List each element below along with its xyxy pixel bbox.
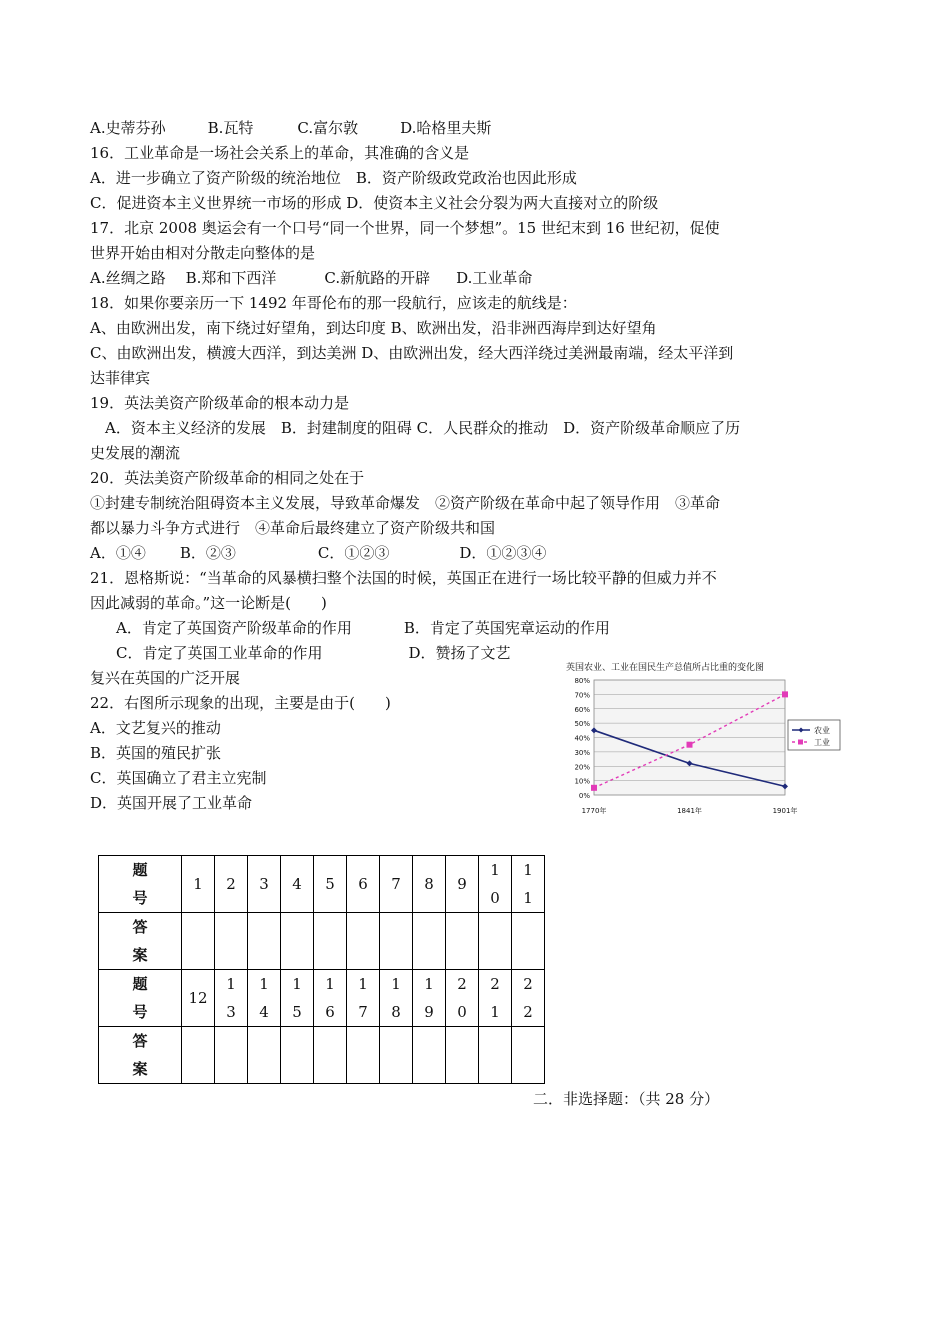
q16-options-line2: C．促进资本主义世界统一市场的形成 D．使资本主义社会分裂为两大直接对立的阶级 — [90, 194, 659, 212]
q18-options-line3: 达菲律宾 — [90, 369, 151, 387]
answer-cell[interactable] — [314, 1027, 347, 1084]
header-question-no: 题 号 — [99, 970, 182, 1027]
x-tick-label: 1901年 — [772, 807, 798, 815]
answer-cell[interactable] — [215, 913, 248, 970]
table-row-q1 — [99, 856, 545, 913]
q21-options-cd — [90, 643, 511, 663]
question-number-cell: 3 — [248, 856, 281, 913]
question-number-cell: 2 — [215, 856, 248, 913]
header-answer: 答 案 — [99, 913, 182, 970]
q21-option-d: D．赞扬了文艺 — [408, 644, 511, 662]
legend-label: 工业 — [814, 738, 830, 747]
q21-option-a: A．肯定了英国资产阶级革命的作用 — [116, 619, 352, 637]
answer-cell[interactable] — [413, 1027, 446, 1084]
answer-cell[interactable] — [248, 913, 281, 970]
y-tick-label: 20% — [574, 763, 590, 772]
q15-option-d: D.哈格里夫斯 — [400, 119, 492, 137]
table-row-q2 — [99, 970, 545, 1027]
q20-items-line2: 都以暴力斗争方式进行 ④革命后最终建立了资产阶级共和国 — [90, 519, 496, 537]
q20-option-d: D．①②③④ — [459, 544, 547, 562]
y-tick-label: 50% — [574, 720, 590, 729]
q20-stem: 20．英法美资产阶级革命的相同之处在于 — [90, 469, 365, 487]
data-point-industry — [591, 785, 597, 791]
legend-marker — [798, 740, 803, 745]
answer-cell[interactable] — [281, 1027, 314, 1084]
q17-stem-line1: 17．北京 2008 奥运会有一个口号“同一个世界，同一个梦想”。15 世纪末到 16 世纪初，促使 — [90, 219, 720, 237]
q21-options-ab — [90, 618, 610, 638]
y-tick-label: 40% — [574, 734, 590, 743]
y-tick-label: 80% — [574, 677, 590, 685]
answer-table — [98, 855, 545, 1084]
table-row-a1 — [99, 913, 545, 970]
q15-option-c: C.富尔敦 — [297, 119, 359, 137]
q22-stem: 22．右图所示现象的出现，主要是由于( ) — [90, 694, 391, 712]
question-number-cell: 1 8 — [380, 970, 413, 1027]
q17-option-b: B.郑和下西洋 — [185, 269, 277, 287]
question-number-cell: 9 — [446, 856, 479, 913]
x-tick-label: 1770年 — [581, 807, 607, 815]
question-number-cell: 1 0 — [479, 856, 512, 913]
y-tick-label: 10% — [574, 777, 590, 786]
question-number-cell: 1 1 — [512, 856, 545, 913]
q15-options — [90, 118, 491, 138]
q16-options-line1: A．进一步确立了资产阶级的统治地位 B．资产阶级政党政治也因此形成 — [90, 169, 577, 187]
answer-cell[interactable] — [479, 1027, 512, 1084]
q17-option-d: D.工业革命 — [456, 269, 533, 287]
chart-y-ticks — [574, 677, 590, 800]
q21-option-d-continued: 复兴在英国的广泛开展 — [90, 669, 241, 687]
q21-stem-line2: 因此减弱的革命。”这一论断是( ) — [90, 594, 327, 612]
question-number-cell: 1 3 — [215, 970, 248, 1027]
q17-options — [90, 268, 532, 288]
answer-cell[interactable] — [347, 913, 380, 970]
y-tick-label: 60% — [574, 705, 590, 714]
data-point-industry — [687, 742, 693, 748]
header-question-no: 题 号 — [99, 856, 182, 913]
answer-cell[interactable] — [446, 913, 479, 970]
section-2-heading: 二．非选择题：（共 28 分） — [533, 1090, 720, 1108]
question-number-cell: 1 4 — [248, 970, 281, 1027]
q20-options — [90, 543, 546, 563]
question-number-cell: 1 5 — [281, 970, 314, 1027]
answer-cell[interactable] — [281, 913, 314, 970]
q20-option-c: C．①②③ — [317, 544, 390, 562]
chart-x-ticks — [582, 806, 798, 815]
answer-cell[interactable] — [248, 1027, 281, 1084]
q20-option-a: A．①④ — [90, 544, 146, 562]
q18-options-line1: A、由欧洲出发，南下绕过好望角，到达印度 B、欧洲出发，沿非洲西海岸到达好望角 — [90, 319, 657, 337]
q22-option-d: D．英国开展了工业革命 — [90, 794, 253, 812]
answer-cell[interactable] — [314, 913, 347, 970]
question-number-cell: 2 2 — [512, 970, 545, 1027]
q19-stem: 19．英法美资产阶级革命的根本动力是 — [90, 394, 350, 412]
question-number-cell: 1 6 — [314, 970, 347, 1027]
question-number-cell: 2 0 — [446, 970, 479, 1027]
question-number-cell: 4 — [281, 856, 314, 913]
answer-cell[interactable] — [479, 913, 512, 970]
agri-industry-chart — [560, 658, 850, 823]
q21-stem-line1: 21．恩格斯说：“当革命的风暴横扫整个法国的时候，英国正在进行一场比较平静的但威力并不 — [90, 569, 717, 587]
question-number-cell: 1 — [182, 856, 215, 913]
legend-label: 农业 — [814, 726, 830, 735]
y-tick-label: 70% — [574, 691, 590, 700]
answer-cell[interactable] — [215, 1027, 248, 1084]
q21-option-b: B．肯定了英国宪章运动的作用 — [403, 619, 610, 637]
chart-title: 英国农业、工业在国民生产总值所占比重的变化图 — [566, 663, 765, 673]
q22-option-c: C．英国确立了君主立宪制 — [90, 769, 267, 787]
y-tick-label: 30% — [574, 748, 590, 757]
answer-cell[interactable] — [380, 1027, 413, 1084]
question-number-cell: 12 — [182, 970, 215, 1027]
q19-options-line2: 史发展的潮流 — [90, 444, 181, 462]
chart-grid — [594, 680, 785, 795]
question-number-cell: 8 — [413, 856, 446, 913]
x-tick-label: 1841年 — [677, 807, 702, 815]
question-number-cell: 2 1 — [479, 970, 512, 1027]
q20-option-b: B．②③ — [179, 544, 236, 562]
answer-cell[interactable] — [347, 1027, 380, 1084]
question-number-cell: 5 — [314, 856, 347, 913]
question-number-cell: 1 9 — [413, 970, 446, 1027]
answer-cell[interactable] — [512, 1027, 545, 1084]
q20-items-line1: ①封建专制统治阻碍资本主义发展，导致革命爆发 ②资产阶级在革命中起了领导作用 ③革命 — [90, 494, 721, 512]
answer-cell[interactable] — [380, 913, 413, 970]
q22-option-a: A．文艺复兴的推动 — [90, 719, 221, 737]
question-number-cell: 6 — [347, 856, 380, 913]
answer-cell[interactable] — [512, 913, 545, 970]
answer-cell[interactable] — [182, 913, 215, 970]
q18-stem: 18．如果你要亲历一下 1492 年哥伦布的那一段航行，应该走的航线是： — [90, 294, 577, 312]
answer-cell[interactable] — [413, 913, 446, 970]
question-number-cell: 1 7 — [347, 970, 380, 1027]
q16-stem: 16．工业革命是一场社会关系上的革命，其准确的含义是 — [90, 144, 470, 162]
table-row-a2 — [99, 1027, 545, 1084]
q17-stem-line2: 世界开始由相对分散走向整体的是 — [90, 244, 316, 262]
q22-option-b: B．英国的殖民扩张 — [90, 744, 222, 762]
answer-cell[interactable] — [446, 1027, 479, 1084]
y-tick-label: 0% — [578, 792, 590, 800]
q17-option-a: A.丝绸之路 — [90, 269, 166, 287]
q21-option-c: C．肯定了英国工业革命的作用 — [116, 644, 323, 662]
q17-option-c: C.新航路的开辟 — [324, 269, 431, 287]
q18-options-line2: C、由欧洲出发，横渡大西洋，到达美洲 D、由欧洲出发，经大西洋绕过美洲最南端，经太平洋到 — [90, 344, 734, 362]
q15-option-b: B.瓦特 — [207, 119, 254, 137]
header-answer: 答 案 — [99, 1027, 182, 1084]
answer-cell[interactable] — [182, 1027, 215, 1084]
chart-legend — [788, 720, 840, 750]
q19-options-line1: A．资本主义经济的发展 B．封建制度的阻碍 C．人民群众的推动 D．资产阶级革命顺应了历 — [90, 419, 741, 437]
q15-option-a: A.史蒂芬孙 — [90, 119, 166, 137]
question-number-cell: 7 — [380, 856, 413, 913]
data-point-industry — [782, 691, 788, 697]
